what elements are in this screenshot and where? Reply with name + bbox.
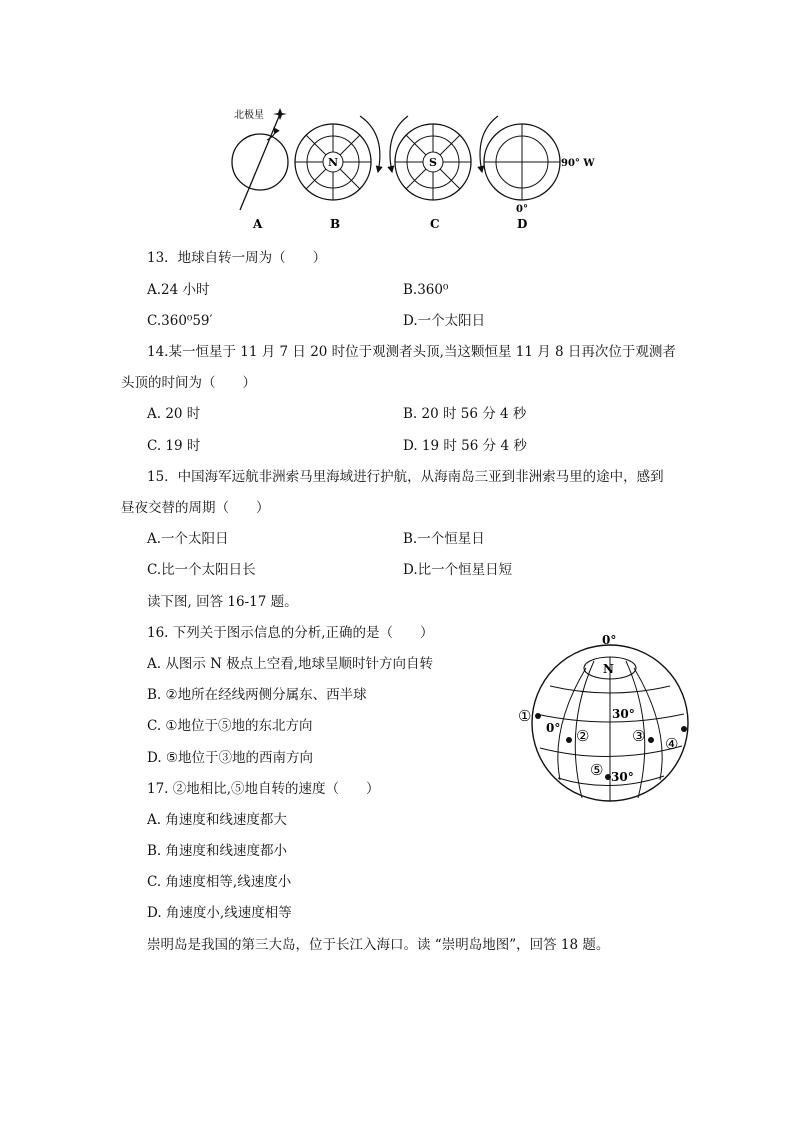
label-n: N — [328, 156, 339, 169]
q13-option-a[interactable]: A.24 小时 — [147, 282, 210, 298]
q17-option-d[interactable]: D. 角速度小,线速度相等 — [147, 905, 292, 921]
q17-option-c[interactable]: C. 角速度相等,线速度小 — [147, 874, 292, 890]
star-icon — [273, 108, 287, 120]
label-0: 0° — [516, 204, 528, 215]
q15-stem-line1: 15．中国海军远航非洲索马里海域进行护航，从海南岛三亚到非洲索马里的途中，感到 — [147, 469, 664, 485]
globe-label-n: N — [603, 662, 614, 676]
q15-option-c[interactable]: C.比一个太阳日长 — [147, 562, 256, 578]
q17-option-a[interactable]: A. 角速度和线速度都大 — [147, 812, 287, 828]
globe-point-1: ① — [518, 707, 532, 725]
globe-point-5: ⑤ — [590, 761, 604, 779]
figure-b — [295, 116, 380, 231]
q16-option-d[interactable]: D. ⑤地位于③地的西南方向 — [147, 750, 314, 766]
q13-option-c[interactable]: C.360⁰59′ — [147, 313, 213, 329]
q17-stem: 17. ②地相比,⑤地自转的速度（ ） — [147, 781, 380, 797]
globe-point-3: ③ — [632, 727, 646, 745]
q15-option-b[interactable]: B.一个恒星日 — [403, 531, 485, 547]
globe-figure — [510, 628, 695, 803]
q14-option-a[interactable]: A. 20 时 — [147, 406, 201, 422]
intro-18: 崇明岛是我国的第三大岛，位于长江入海口。读 “崇明岛地图”，回答 18 题。 — [147, 937, 610, 953]
q16-stem: 16. 下列关于图示信息的分析,正确的是（ ） — [147, 625, 434, 641]
q16-option-c[interactable]: C. ①地位于⑤地的东北方向 — [147, 718, 313, 734]
globe-point-2: ② — [576, 727, 590, 745]
globe-label-0-left: 0° — [546, 721, 561, 735]
q14-stem-line2: 头顶的时间为（ ） — [121, 375, 256, 391]
figure-d — [480, 116, 595, 231]
q13-option-b[interactable]: B.360⁰ — [403, 282, 449, 298]
globe-label-30-upper: 30° — [612, 707, 635, 721]
q14-option-c[interactable]: C. 19 时 — [147, 438, 201, 454]
q14-option-b[interactable]: B. 20 时 56 分 4 秒 — [403, 406, 527, 422]
earth-rotation-figure — [220, 100, 600, 235]
caption-a: A — [253, 217, 263, 231]
label-90w: 90° W — [561, 158, 595, 169]
q13-stem: 13．地球自转一周为（ ） — [147, 250, 327, 266]
q15-stem-line2: 昼夜交替的周期（ ） — [121, 500, 270, 516]
q13-option-d[interactable]: D.一个太阳日 — [403, 313, 486, 329]
q16-option-a[interactable]: A. 从图示 N 极点上空看,地球呈顺时针方向自转 — [147, 656, 434, 672]
figure-a — [232, 108, 288, 231]
q17-option-b[interactable]: B. 角速度和线速度都小 — [147, 843, 288, 859]
figure-c — [390, 116, 471, 231]
globe-point-4: ④ — [665, 735, 679, 753]
q14-stem-line1: 14.某一恒星于 11 月 7 日 20 时位于观测者头顶,当这颗恒星 11 月 8 日再次位于观测者 — [147, 344, 676, 360]
globe-label-30-lower: 30° — [611, 770, 634, 784]
q16-option-b[interactable]: B. ②地所在经线两侧分属东、西半球 — [147, 687, 367, 703]
q15-option-a[interactable]: A.一个太阳日 — [147, 531, 229, 547]
caption-d: D — [517, 217, 528, 231]
globe-label-0-top: 0° — [602, 633, 617, 647]
caption-b: B — [330, 217, 341, 231]
label-s: S — [429, 156, 437, 169]
q14-option-d[interactable]: D. 19 时 56 分 4 秒 — [403, 438, 527, 454]
caption-c: C — [430, 217, 440, 231]
polaris-label: 北极星 — [234, 110, 264, 121]
intro-16-17: 读下图, 回答 16-17 题。 — [147, 594, 298, 610]
q15-option-d[interactable]: D.比一个恒星日短 — [403, 562, 513, 578]
